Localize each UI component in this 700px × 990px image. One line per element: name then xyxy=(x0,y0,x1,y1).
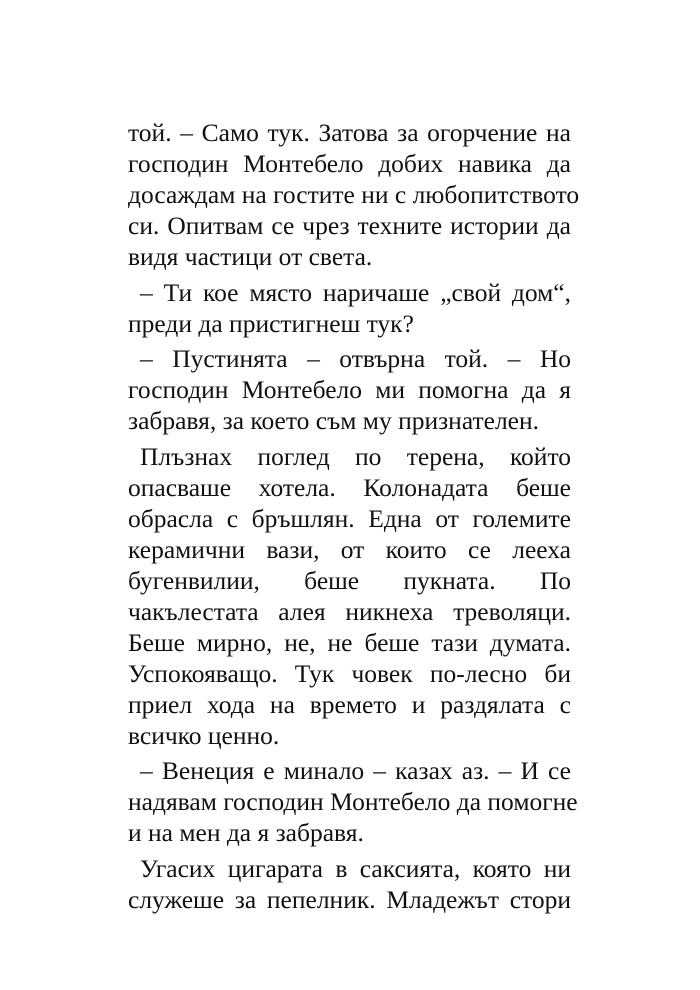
text-line: видя частици от света. xyxy=(128,242,373,271)
text-line: си. Опитвам се чрез техните истории да xyxy=(128,211,571,240)
text-line: – Ти кое място наричаше „свой дом“, xyxy=(140,277,571,307)
text-line: керамични вази, от които се лееха xyxy=(128,534,571,564)
text-line: Успокояващо. Тук човек по-лесно би xyxy=(128,658,571,688)
text-line: опасваше хотела. Колонадата беше xyxy=(128,472,571,502)
text-line: досаждам на гостите ни с любопитството xyxy=(128,180,580,209)
paragraph xyxy=(128,441,571,751)
paragraph xyxy=(128,853,571,915)
text-line: господин Монтебело добих навика да xyxy=(128,149,571,178)
text-line: Плъзнах поглед по терена, който xyxy=(140,441,571,471)
paragraph xyxy=(128,117,580,272)
text-line: – Пустинята – отвърна той. – Но xyxy=(140,344,571,373)
text-line: Угасих цигарата в саксията, която ни xyxy=(140,853,571,883)
text-line: Беше мирно, не, не беше тази думата. xyxy=(128,627,571,657)
text-line: приел хода на времето и раздялата с xyxy=(128,689,571,719)
paragraph xyxy=(128,755,578,848)
text-line: забравя, за което съм му признателен. xyxy=(128,406,540,435)
text-line: господин Монтебело ми помогна да я xyxy=(128,375,571,404)
text-line: и на мен да я забравя. xyxy=(128,818,364,847)
text-line: – Венеция е минало – казах аз. – И се xyxy=(140,756,571,785)
text-line: преди да пристигнеш тук? xyxy=(128,308,414,338)
text-line: обрасла с бръшлян. Една от големите xyxy=(128,503,571,533)
paragraph xyxy=(128,343,571,436)
text-line: служеше за пепелник. Младежът стори xyxy=(128,884,571,914)
text-line: той. – Само тук. Затова за огорчение на xyxy=(128,118,571,147)
paragraph xyxy=(128,277,571,339)
text-line: чакълестата алея никнеха треволяци. xyxy=(128,596,571,626)
text-line: надявам господин Монтебело да помогне xyxy=(128,787,578,816)
body-text xyxy=(128,117,580,915)
text-line: бугенвилии, беше пукната. По xyxy=(128,565,571,595)
text-line: всичко ценно. xyxy=(128,720,280,750)
